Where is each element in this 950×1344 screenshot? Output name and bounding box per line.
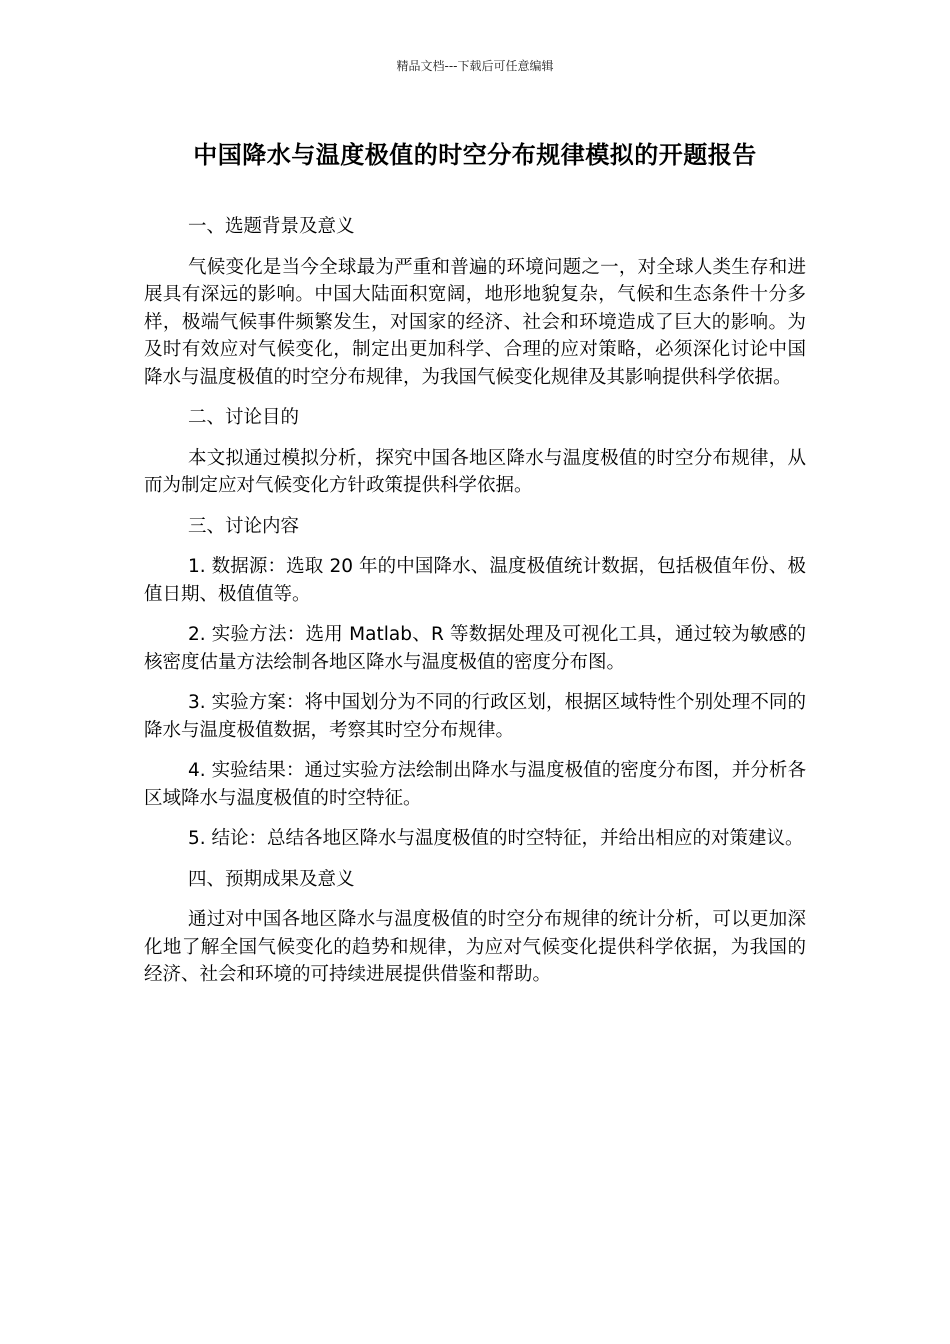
list-item-data-source: 1. 数据源：选取 20 年的中国降水、温度极值统计数据，包括极值年份、极值日期、极值值等。	[144, 556, 806, 605]
document-title: 中国降水与温度极值的时空分布规律模拟的开题报告	[193, 141, 757, 169]
paragraph-purpose: 本文拟通过模拟分析，探究中国各地区降水与温度极值的时空分布规律，从而为制定应对气候变化方针政策提供科学依据。	[144, 447, 806, 496]
paragraph-background: 气候变化是当今全球最为严重和普遍的环境问题之一，对全球人类生存和进展具有深远的影响。中国大陆面积宽阔，地形地貌复杂，气候和生态条件十分多样，极端气候事件频繁发生，对国家的经济、社会和环境造成了巨大的影响。为及时有效应对气候变化，制定出更加科学、合理的应对策略，必须深化讨论中国降水与温度极值的时空分布规律，为我国气候变化规律及其影响提供科学依据。	[144, 256, 806, 388]
section-heading-background: 一、选题背景及意义	[188, 216, 355, 237]
document-body	[144, 213, 806, 1002]
header-note: 精品文档---下载后可任意编辑	[396, 59, 554, 73]
paragraph-outcomes: 通过对中国各地区降水与温度极值的时空分布规律的统计分析，可以更加深化地了解全国气候变化的趋势和规律，为应对气候变化提供科学依据，为我国的经济、社会和环境的可持续进展提供借鉴和帮助。	[144, 909, 806, 985]
list-item-method: 2. 实验方法：选用 Matlab、R 等数据处理及可视化工具，通过较为敏感的核密度估量方法绘制各地区降水与温度极值的密度分布图。	[144, 624, 806, 673]
section-heading-outcomes: 四、预期成果及意义	[188, 868, 355, 890]
section-heading-purpose: 二、讨论目的	[188, 407, 300, 428]
section-heading-content: 三、讨论内容	[188, 515, 300, 537]
list-item-plan: 3. 实验方案：将中国划分为不同的行政区划，根据区域特性个别处理不同的降水与温度极值数据，考察其时空分布规律。	[144, 692, 806, 741]
list-item-conclusion: 5. 结论：总结各地区降水与温度极值的时空特征，并给出相应的对策建议。	[188, 828, 804, 849]
list-item-results: 4. 实验结果：通过实验方法绘制出降水与温度极值的密度分布图，并分析各区域降水与温度极值的时空特征。	[144, 760, 806, 809]
